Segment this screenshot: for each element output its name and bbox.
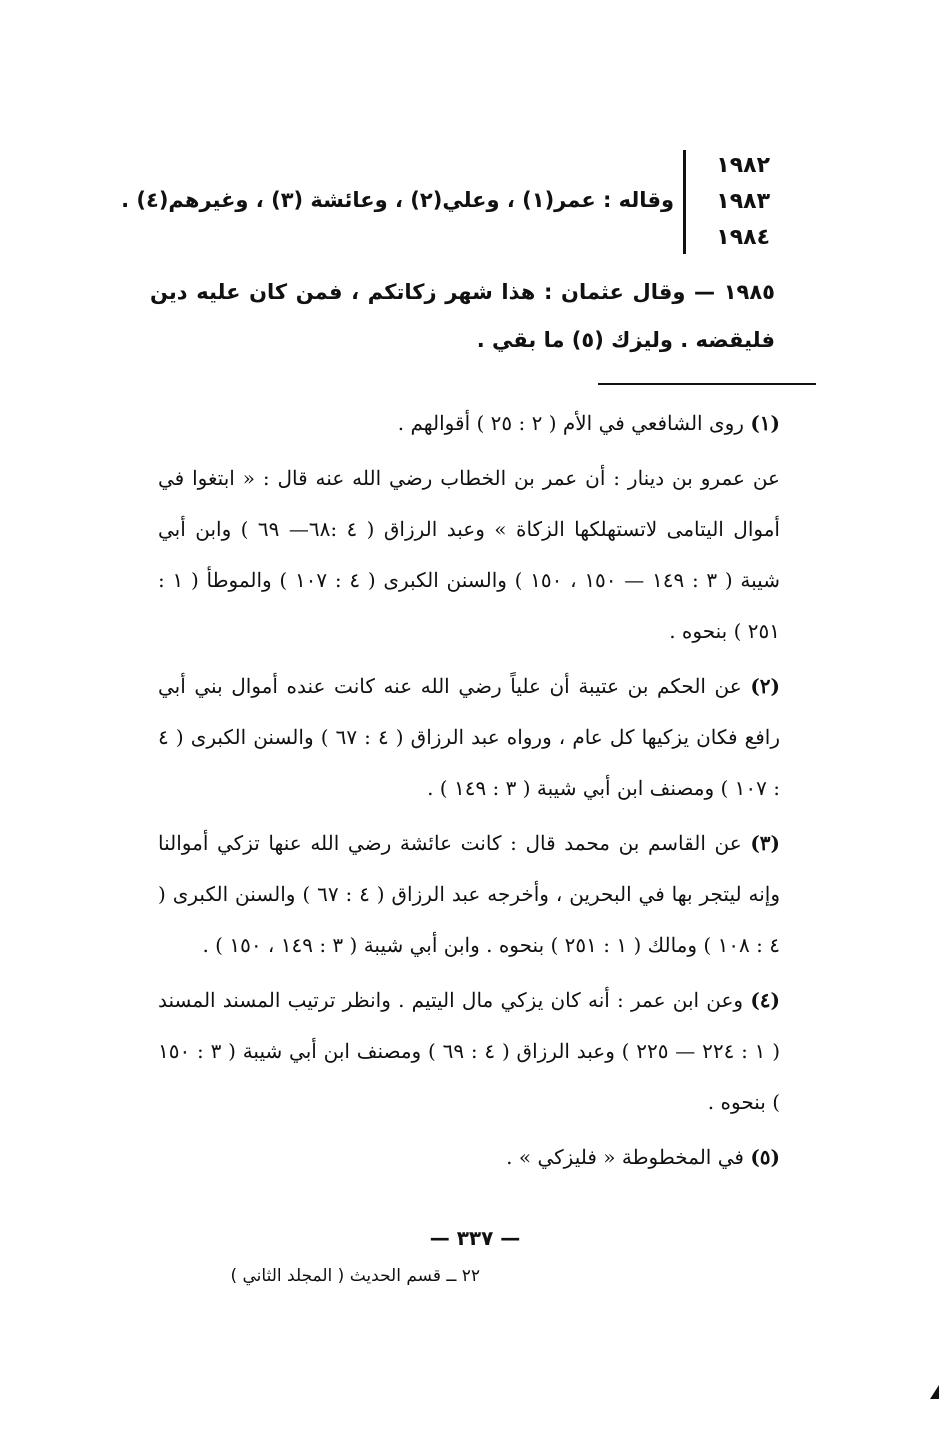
hadith-number: ١٩٨٤ [716,225,770,250]
footnote-4 [158,975,780,1128]
footnote-label: (٤) [750,988,780,1012]
footnote-1-continuation [158,453,780,657]
hadith-number: ١٩٨٣ [716,189,770,214]
footnote-separator [598,383,816,385]
footnote-text: في المخطوطة « فليزكي » . [506,1145,744,1169]
grouping-brace [683,150,690,254]
footnote-text: عن عمرو بن دينار : أن عمر بن الخطاب رضي الله عنه قال : « ابتغوا في أموال اليتامى لاتستهلكها الزكاة » وعبد الرزاق ( ٤ :٦٨— ٦٩ ) وابن أبي شيبة ( ٣ : ١٤٩ — ١٥٠ ، ١٥٠ ) والسنن الكبرى ( ٤ : ١٠٧ ) والموطأ ( ١ : ٢٥١ ) بنحوه . [158,466,780,643]
hadith-1985: ١٩٨٥ — وقال عثمان : هذا شهر زكاتكم ، فمن كان عليه دين فليقضه . وليزك (٥) ما بقي . [150,280,775,352]
hadith-numbers [700,148,770,256]
footnote-label: (٥) [750,1145,780,1169]
footnote-1 [158,398,780,449]
footnote-text: عن القاسم بن محمد قال : كانت عائشة رضي الله عنها تزكي أموالنا وإنه ليتجر بها في البحرين ، وأخرجه عبد الرزاق ( ٤ : ٦٧ ) والسنن الكبرى ( ٤ : ١٠٨ ) ومالك ( ١ : ٢٥١ ) بنحوه . وابن أبي شيبة ( ٣ : ١٤٩ ، ١٥٠ ) . [158,831,780,957]
footnote-text: وعن ابن عمر : أنه كان يزكي مال اليتيم . وانظر ترتيب المسند المسند ( ١ : ٢٢٤ — ٢٢٥ ) وعبد الرزاق ( ٤ : ٦٩ ) ومصنف ابن أبي شيبة ( ٣ : ١٥٠ ) بنحوه . [158,988,781,1114]
footnote-label: (١) [750,411,780,435]
footnote-text: روى الشافعي في الأم ( ٢ : ٢٥ ) أقوالهم . [397,411,744,435]
footnote-label: (٢) [750,674,781,698]
hadith-group-1982-1984 [121,148,770,256]
footnote-5 [158,1132,780,1183]
footnote-2 [158,661,780,814]
scan-corner-mark [930,1385,939,1399]
footnote-3 [158,818,780,971]
footnote-text: عن الحكم بن عتيبة أن علياً رضي الله عنه كانت عنده أموال بني أبي رافع فكان يزكيها كل عام ، ورواه عبد الرزاق ( ٤ : ٦٧ ) والسنن الكبرى ( ٤ : ١٠٧ ) ومصنف ابن أبي شيبة ( ٣ : ١٤٩ ) . [158,674,780,800]
hadith-number: ١٩٨٢ [716,153,770,178]
page-number: — ٣٣٧ — [429,1226,521,1250]
footnote-label: (٣) [750,831,780,855]
footnotes [158,398,780,1187]
signature-line: ٢٢ ــ قسم الحديث ( المجلد الثاني ) [230,1266,480,1286]
hadith-group-text: وقاله : عمر(١) ، وعلي(٢) ، وعائشة (٣) ، وغيرهم(٤) . [121,188,674,212]
